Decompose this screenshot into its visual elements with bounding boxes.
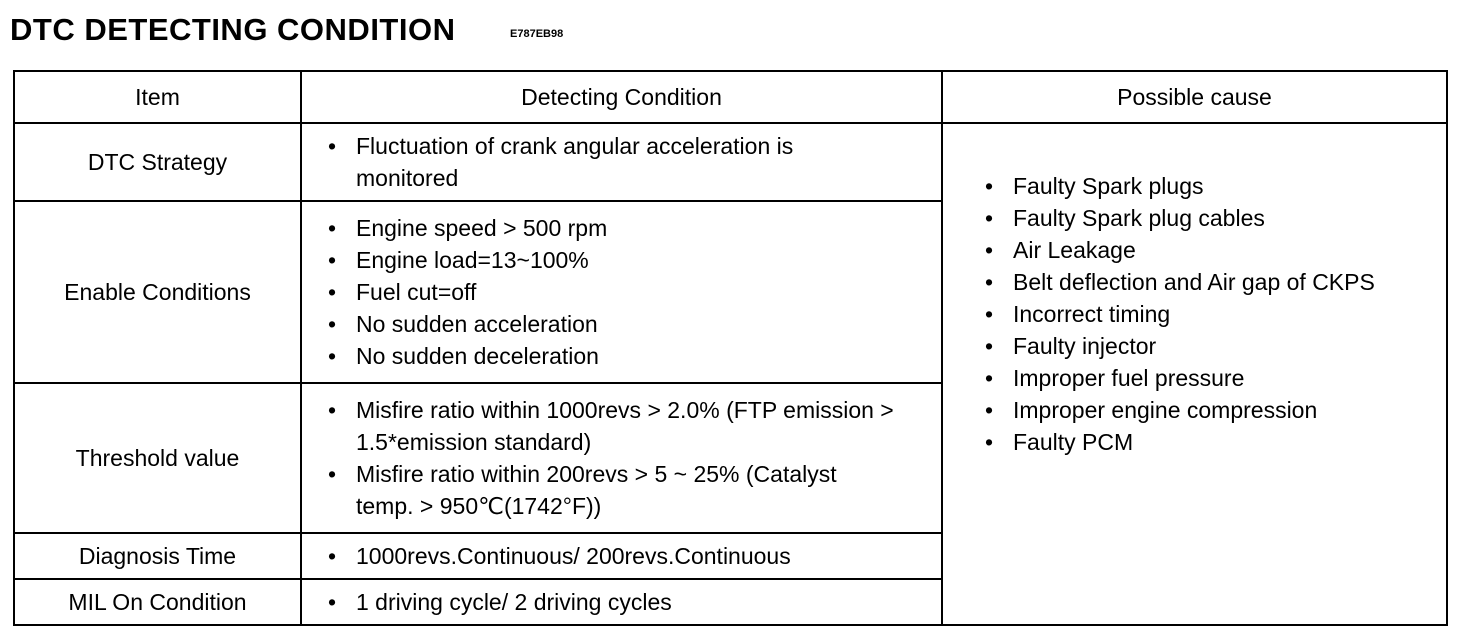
condition-list: [328, 394, 941, 522]
list-item: • Engine load=13~100%: [328, 244, 941, 276]
row-item-label: Enable Conditions: [14, 201, 301, 383]
row-item-label: Threshold value: [14, 383, 301, 533]
condition-cell: [301, 123, 942, 201]
list-item: • Misfire ratio within 200revs > 5 ~ 25% (Catalyst temp. > 950℃(1742°F)): [328, 458, 876, 522]
page-title: DTC DETECTING CONDITION: [10, 12, 456, 47]
header-item: Item: [14, 71, 301, 123]
list-item: • No sudden acceleration: [328, 308, 941, 340]
list-item: • Air Leakage: [985, 234, 1446, 266]
header-possible-cause: Possible cause: [942, 71, 1447, 123]
row-item-label: MIL On Condition: [14, 579, 301, 625]
list-item: • Faulty PCM: [985, 426, 1446, 458]
cause-list: [985, 170, 1446, 458]
list-item: • Fuel cut=off: [328, 276, 941, 308]
table-row: [14, 123, 1447, 201]
condition-cell: [301, 579, 942, 625]
list-item: • Incorrect timing: [985, 298, 1446, 330]
possible-cause-cell: [942, 123, 1447, 625]
list-item: • Improper engine compression: [985, 394, 1446, 426]
row-item-label: Diagnosis Time: [14, 533, 301, 579]
table-header-row: [14, 71, 1447, 123]
list-item: • Improper fuel pressure: [985, 362, 1446, 394]
dtc-condition-table: [13, 70, 1448, 626]
list-item: • 1 driving cycle/ 2 driving cycles: [328, 586, 941, 618]
list-item: • Fluctuation of crank angular acceleration is monitored: [328, 130, 876, 194]
list-item: • No sudden deceleration: [328, 340, 941, 372]
list-item: • Misfire ratio within 1000revs > 2.0% (FTP emission > 1.5*emission standard): [328, 394, 896, 458]
condition-list: [328, 130, 941, 194]
list-item: • Belt deflection and Air gap of CKPS: [985, 266, 1446, 298]
list-item: • Faulty injector: [985, 330, 1446, 362]
condition-list: [328, 212, 941, 372]
list-item: • 1000revs.Continuous/ 200revs.Continuous: [328, 540, 941, 572]
list-item: • Faulty Spark plug cables: [985, 202, 1446, 234]
condition-cell: [301, 533, 942, 579]
condition-list: [328, 586, 941, 618]
condition-cell: [301, 201, 942, 383]
row-item-label: DTC Strategy: [14, 123, 301, 201]
list-item: • Faulty Spark plugs: [985, 170, 1446, 202]
document-code: E787EB98: [510, 28, 564, 40]
header-detecting-condition: Detecting Condition: [301, 71, 942, 123]
condition-list: [328, 540, 941, 572]
list-item: • Engine speed > 500 rpm: [328, 212, 941, 244]
condition-cell: [301, 383, 942, 533]
